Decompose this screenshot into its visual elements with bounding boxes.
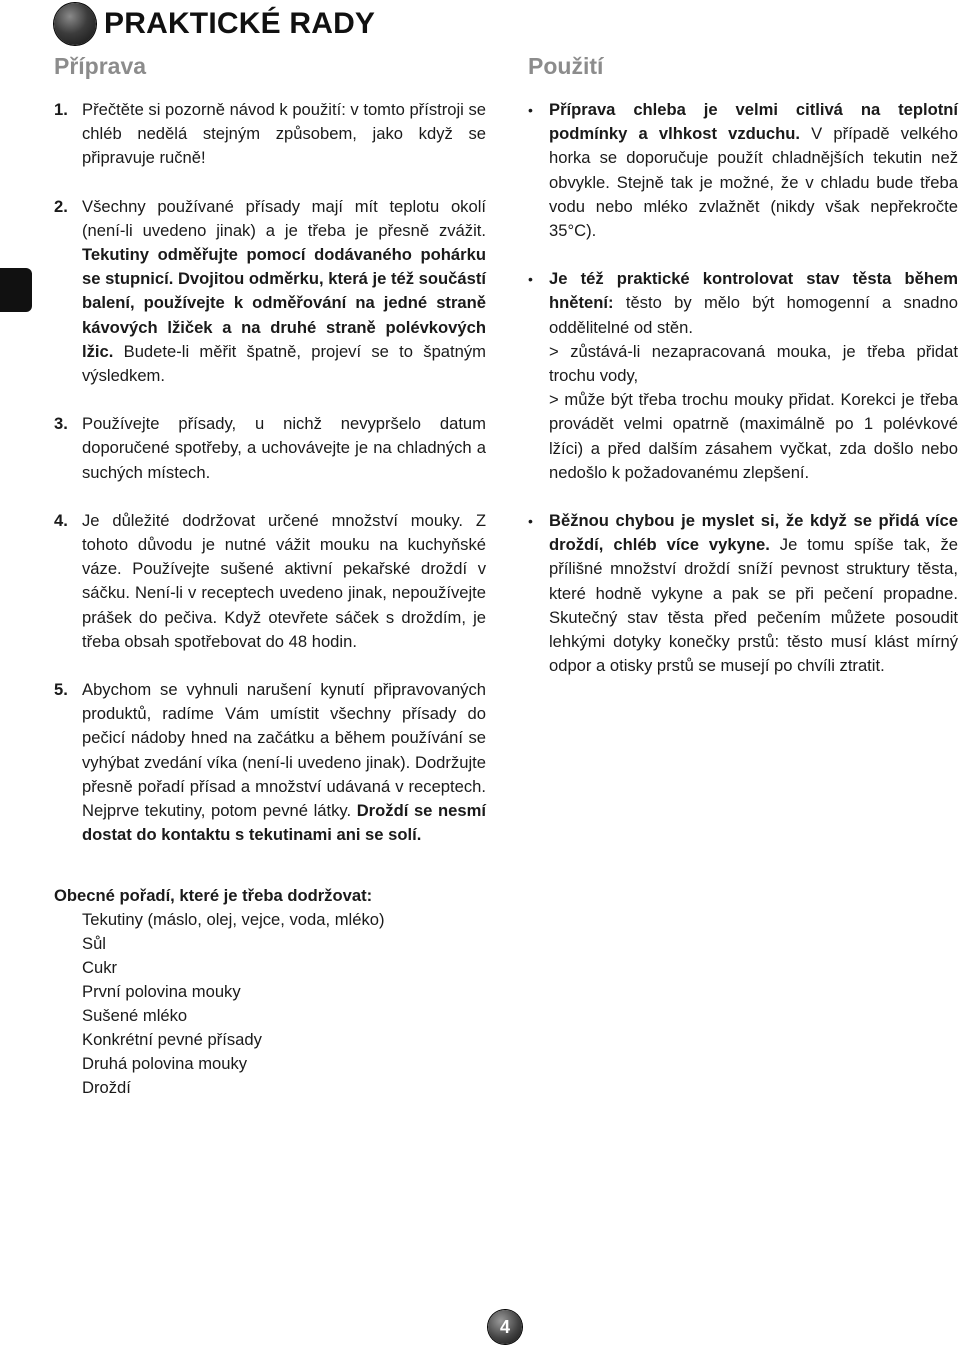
step-5 (54, 678, 486, 847)
page-title: PRAKTICKÉ RADY (104, 7, 376, 40)
page-header (54, 3, 375, 45)
step-3 (54, 412, 486, 485)
page-number: 4 (488, 1310, 522, 1344)
bullet-icon: • (528, 513, 533, 530)
step-text: Používejte přísady, u nichž nevypršelo datum doporučené spotřeby, a uchovávejte je na chladných a suchých místech. (82, 414, 486, 482)
step-1 (54, 98, 486, 171)
step-number: 1. (54, 100, 68, 119)
bullet-text: Je tomu spíše tak, že přílišné množství droždí sníží pevnost struktury těsta, které hodně vykyne a pak se při pečení propadne. Skutečný stav těsta před pečením můžete posoudit lehkými dotyky konečky prstů: těsto musí klást mírný odpor a otisky prstů se musejí po chvíli ztratit. (549, 535, 958, 676)
usage-bullet (528, 98, 958, 243)
step-emphasis: Dvojitou odměrku, která je též součástí balení, používejte k odměřování na jedné straně kávových lžiček a na druhé straně polévkových lžic. (82, 269, 486, 361)
bullet-emphasis: Je též praktické kontrolovat stav těsta během hnětení: (549, 269, 958, 313)
step-number: 2. (54, 196, 68, 216)
step-text: Přečtěte si pozorně návod k použití: v tomto přístroji se chléb nedělá stejným způsobem, jako když se připravuje ručně! (82, 100, 486, 168)
ingredient-order-list (54, 908, 385, 1100)
bullet-text: těsto by mělo být homogenní a snadno oddělitelné od stěn. (549, 293, 958, 337)
step-2 (54, 195, 486, 389)
title-bullet-icon (54, 3, 96, 45)
bullet-icon: • (528, 271, 533, 288)
ingredient-item: Sušené mléko (82, 1006, 188, 1025)
bullet-text: V případě velkého horka se doporučuje použít chladnějších tekutin než obvykle. Stejně tak je možné, že v chladu bude třeba vodu nebo mléko zvlažnět (nikdy však nepřekročte 35°C). (549, 124, 958, 241)
bullet-icon: • (528, 102, 533, 118)
ingredient-item: Cukr (82, 958, 118, 977)
ingredient-item: Droždí (82, 1078, 131, 1097)
usage-heading: Použití (528, 53, 604, 79)
step-text: Abychom se vyhnuli narušení kynutí připravovaných produktů, radíme Vám umístit všechny přísady do pečicí nádoby hned na začátku a během používání se vyhýbat zvedání víka (není-li uvedeno jinak). Dodržujte přesně pořadí přísad a množství udávaná v receptech. Nejprve tekutiny, potom pevné látky. (82, 680, 486, 821)
step-number: 3. (54, 414, 68, 434)
ingredient-item: Konkrétní pevné přísady (82, 1030, 262, 1049)
preparation-column (54, 52, 486, 871)
bullet-text-group (549, 98, 958, 243)
step-text: Budete-li měřit špatně, projeví se to špatným výsledkem. (82, 341, 486, 386)
step-number: 4. (54, 510, 68, 530)
step-number: 5. (54, 680, 68, 700)
step-text: Je důležité dodržovat určené množství mouky. Z tohoto důvodu je nutné vážit mouku na kuchyňské váze. Používejte sušené aktivní pekařské droždí v sáčku. Není-li v receptech uvedeno jinak, nepoužívejte prášek do pečiva. Když otevřete sáček s droždím, je třeba obsah spotřebovat do 48 hodin. (82, 510, 486, 651)
ingredient-order (54, 884, 385, 1100)
step-4 (54, 509, 486, 654)
usage-column (528, 52, 958, 702)
ingredient-item: Tekutiny (máslo, olej, vejce, voda, mléko) (82, 910, 385, 929)
ingredient-item: Sůl (82, 934, 106, 953)
bullet-emphasis: Příprava chleba je velmi citlivá na teplotní podmínky a vlhkost vzduchu. (549, 100, 958, 144)
bullet-emphasis: Běžnou chybou je myslet si, že když se přidá více droždí, chléb více vykyne. (549, 511, 958, 555)
preparation-heading: Příprava (54, 53, 147, 79)
step-text-group (82, 195, 486, 389)
bullet-text-group (549, 267, 958, 485)
step-text-group (82, 678, 486, 847)
usage-bullet (528, 509, 958, 678)
ingredient-order-heading: Obecné pořadí, které je třeba dodržovat: (54, 886, 373, 905)
ingredient-item: První polovina mouky (82, 982, 241, 1001)
bullet-text-group (549, 509, 958, 678)
step-text: Všechny používané přísady mají mít teplotu okolí (není-li uvedeno jinak) a je třeba je přesně zvážit. (82, 196, 486, 240)
step-emphasis: Droždí se nesmí dostat do kontaktu s tekutinami ani se solí. (82, 801, 486, 845)
step-emphasis: Tekutiny odměřujte pomocí dodávaného pohárku se stupnicí. (82, 245, 486, 289)
side-tab-marker (0, 268, 32, 312)
ingredient-item: Druhá polovina mouky (82, 1054, 248, 1073)
bullet-subline: > může být třeba trochu mouky přidat. Korekci je třeba provádět velmi opatrně (maximálně po 1 polévkové lžíci) a před dalším zásahem vyčkat, zda došlo nebo nedošlo k požadovanému zlepšení. (549, 390, 958, 482)
bullet-subline: > zůstává-li nezapracovaná mouka, je třeba přidat trochu vody, (549, 341, 958, 386)
usage-bullet (528, 267, 958, 485)
